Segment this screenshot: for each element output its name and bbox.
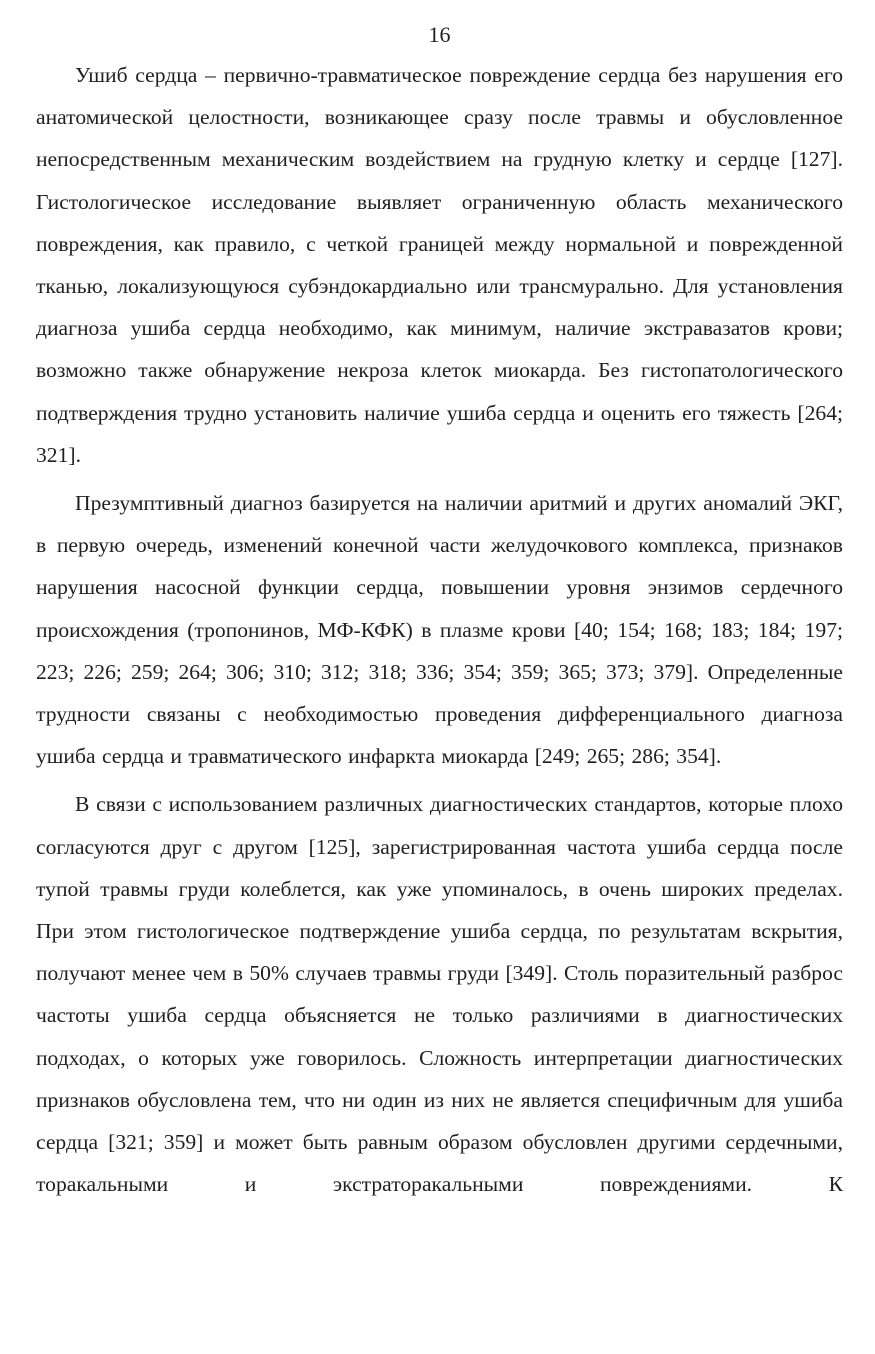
paragraph-presumptive-diagnosis: Презумптивный диагноз базируется на наличии аритмий и других аномалий ЭКГ, в первую очередь, изменений конечной части желудочкового комплекса, признаков нарушения насосной функции сердца, повышении уровня энзимов сердечного происхождения (тропонинов, МФ-КФК) в плазме крови [40; 154; 168; 183; 184; 197; 223; 226; 259; 264; 306; 310; 312; 318; 336; 354; 359; 365; 373; 379]. Определенные трудности связаны с необходимостью проведения дифференциального диагноза ушиба сердца и травматического инфаркта миокарда [249; 265; 286; 354]. — [36, 491, 843, 769]
paragraph-diagnostic-standards: В связи с использованием различных диагностических стандартов, которые плохо согласуются друг с другом [125], зарегистрированная частота ушиба сердца после тупой травмы груди колеблется, как уже упоминалось, в очень широких пределах. При этом гистологическое подтверждение ушиба сердца, по результатам вскрытия, получают менее чем в 50% случаев травмы груди [349]. Столь поразительный разброс частоты ушиба сердца объясняется не только различиями в диагностических подходах, о которых уже говорилось. Сложность интерпретации диагностических признаков обусловлена тем, что ни один из них не является специфичным для ушиба сердца [321; 359] и может быть равным образом обусловлен другими сердечными, торакальными и экстраторакальными повреждениями. К — [36, 792, 843, 1197]
paragraph-contusion-definition: Ушиб сердца – первично-травматическое повреждение сердца без нарушения его анатомической целостности, возникающее сразу после травмы и обусловленное непосредственным механическим воздействием на грудную клетку и сердце [127]. Гистологическое исследование выявляет ограниченную область механического повреждения, как правило, с четкой границей между нормальной и поврежденной тканью, локализующуюся субэндокардиально или трансмурально. Для установления диагноза ушиба сердца необходимо, как минимум, наличие экстравазатов крови; возможно также обнаружение некроза клеток миокарда. Без гистопатологического подтверждения трудно установить наличие ушиба сердца и оценить его тяжесть [264; 321]. — [36, 63, 843, 467]
page-number: 16 — [428, 22, 451, 47]
